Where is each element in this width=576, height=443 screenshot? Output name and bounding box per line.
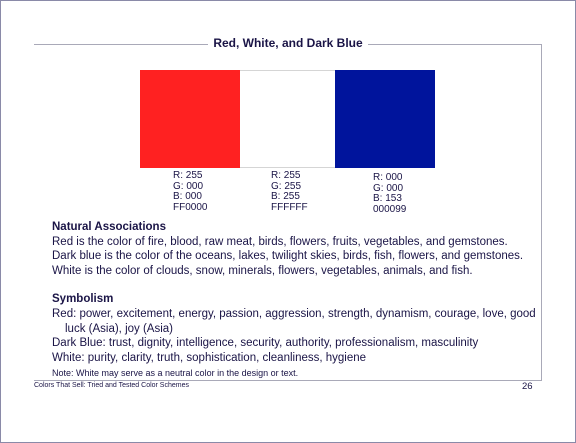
footer-page-number: 26 (522, 381, 533, 392)
swatch-white (240, 70, 335, 168)
natural-line-white: White is the color of clouds, snow, minerals, flowers, vegetables, animals, and fish. (52, 264, 473, 277)
color-codes-red (173, 171, 207, 213)
white-r-value: R: 255 (271, 170, 301, 181)
natural-line-dark-blue: Dark blue is the color of the oceans, lakes, twilight skies, birds, fish, flowers, and gemstones. (52, 250, 524, 263)
footer-book-title: Colors That Sell: Tried and Tested Color Schemes (34, 382, 189, 389)
natural-associations-heading: Natural Associations (52, 221, 166, 233)
symbolism-line-dark-blue: Dark Blue: trust, dignity, intelligence, security, authority, professionalism, masculinity (52, 337, 479, 350)
blue-g-value: G: 000 (373, 182, 404, 194)
white-hex-value: FFFFFF (271, 201, 308, 213)
swatch-red (140, 70, 240, 168)
symbolism-line-red: Red: power, excitement, energy, passion, aggression, strength, dynamism, courage, love, good luck (Asia), joy (Asia) (52, 307, 536, 335)
blue-b-value: B: 153 (373, 193, 402, 204)
section-gap (52, 278, 542, 292)
blue-hex-value: 000099 (373, 203, 407, 215)
color-codes-white (271, 171, 308, 213)
bottom-rule (34, 380, 542, 381)
white-b-value: B: 255 (271, 191, 300, 202)
red-r-value: R: 255 (173, 170, 203, 181)
red-g-value: G: 000 (173, 180, 204, 192)
swatch-dark-blue (335, 70, 435, 168)
white-g-value: G: 255 (271, 180, 302, 192)
page-title (0, 36, 576, 50)
symbolism-note: Note: White may serve as a neutral color in the design or text. (52, 368, 299, 379)
color-codes-dark-blue (373, 173, 406, 215)
blue-r-value: R: 000 (373, 172, 403, 183)
red-hex-value: FF0000 (173, 201, 208, 213)
page-title-text: Red, White, and Dark Blue (208, 36, 367, 50)
symbolism-heading: Symbolism (52, 293, 114, 306)
main-content (52, 220, 542, 379)
red-b-value: B: 000 (173, 191, 202, 202)
symbolism-line-white: White: purity, clarity, truth, sophistication, cleanliness, hygiene (52, 351, 367, 364)
natural-line-red: Red is the color of fire, blood, raw meat, birds, flowers, fruits, vegetables, and gemstones. (52, 235, 508, 248)
